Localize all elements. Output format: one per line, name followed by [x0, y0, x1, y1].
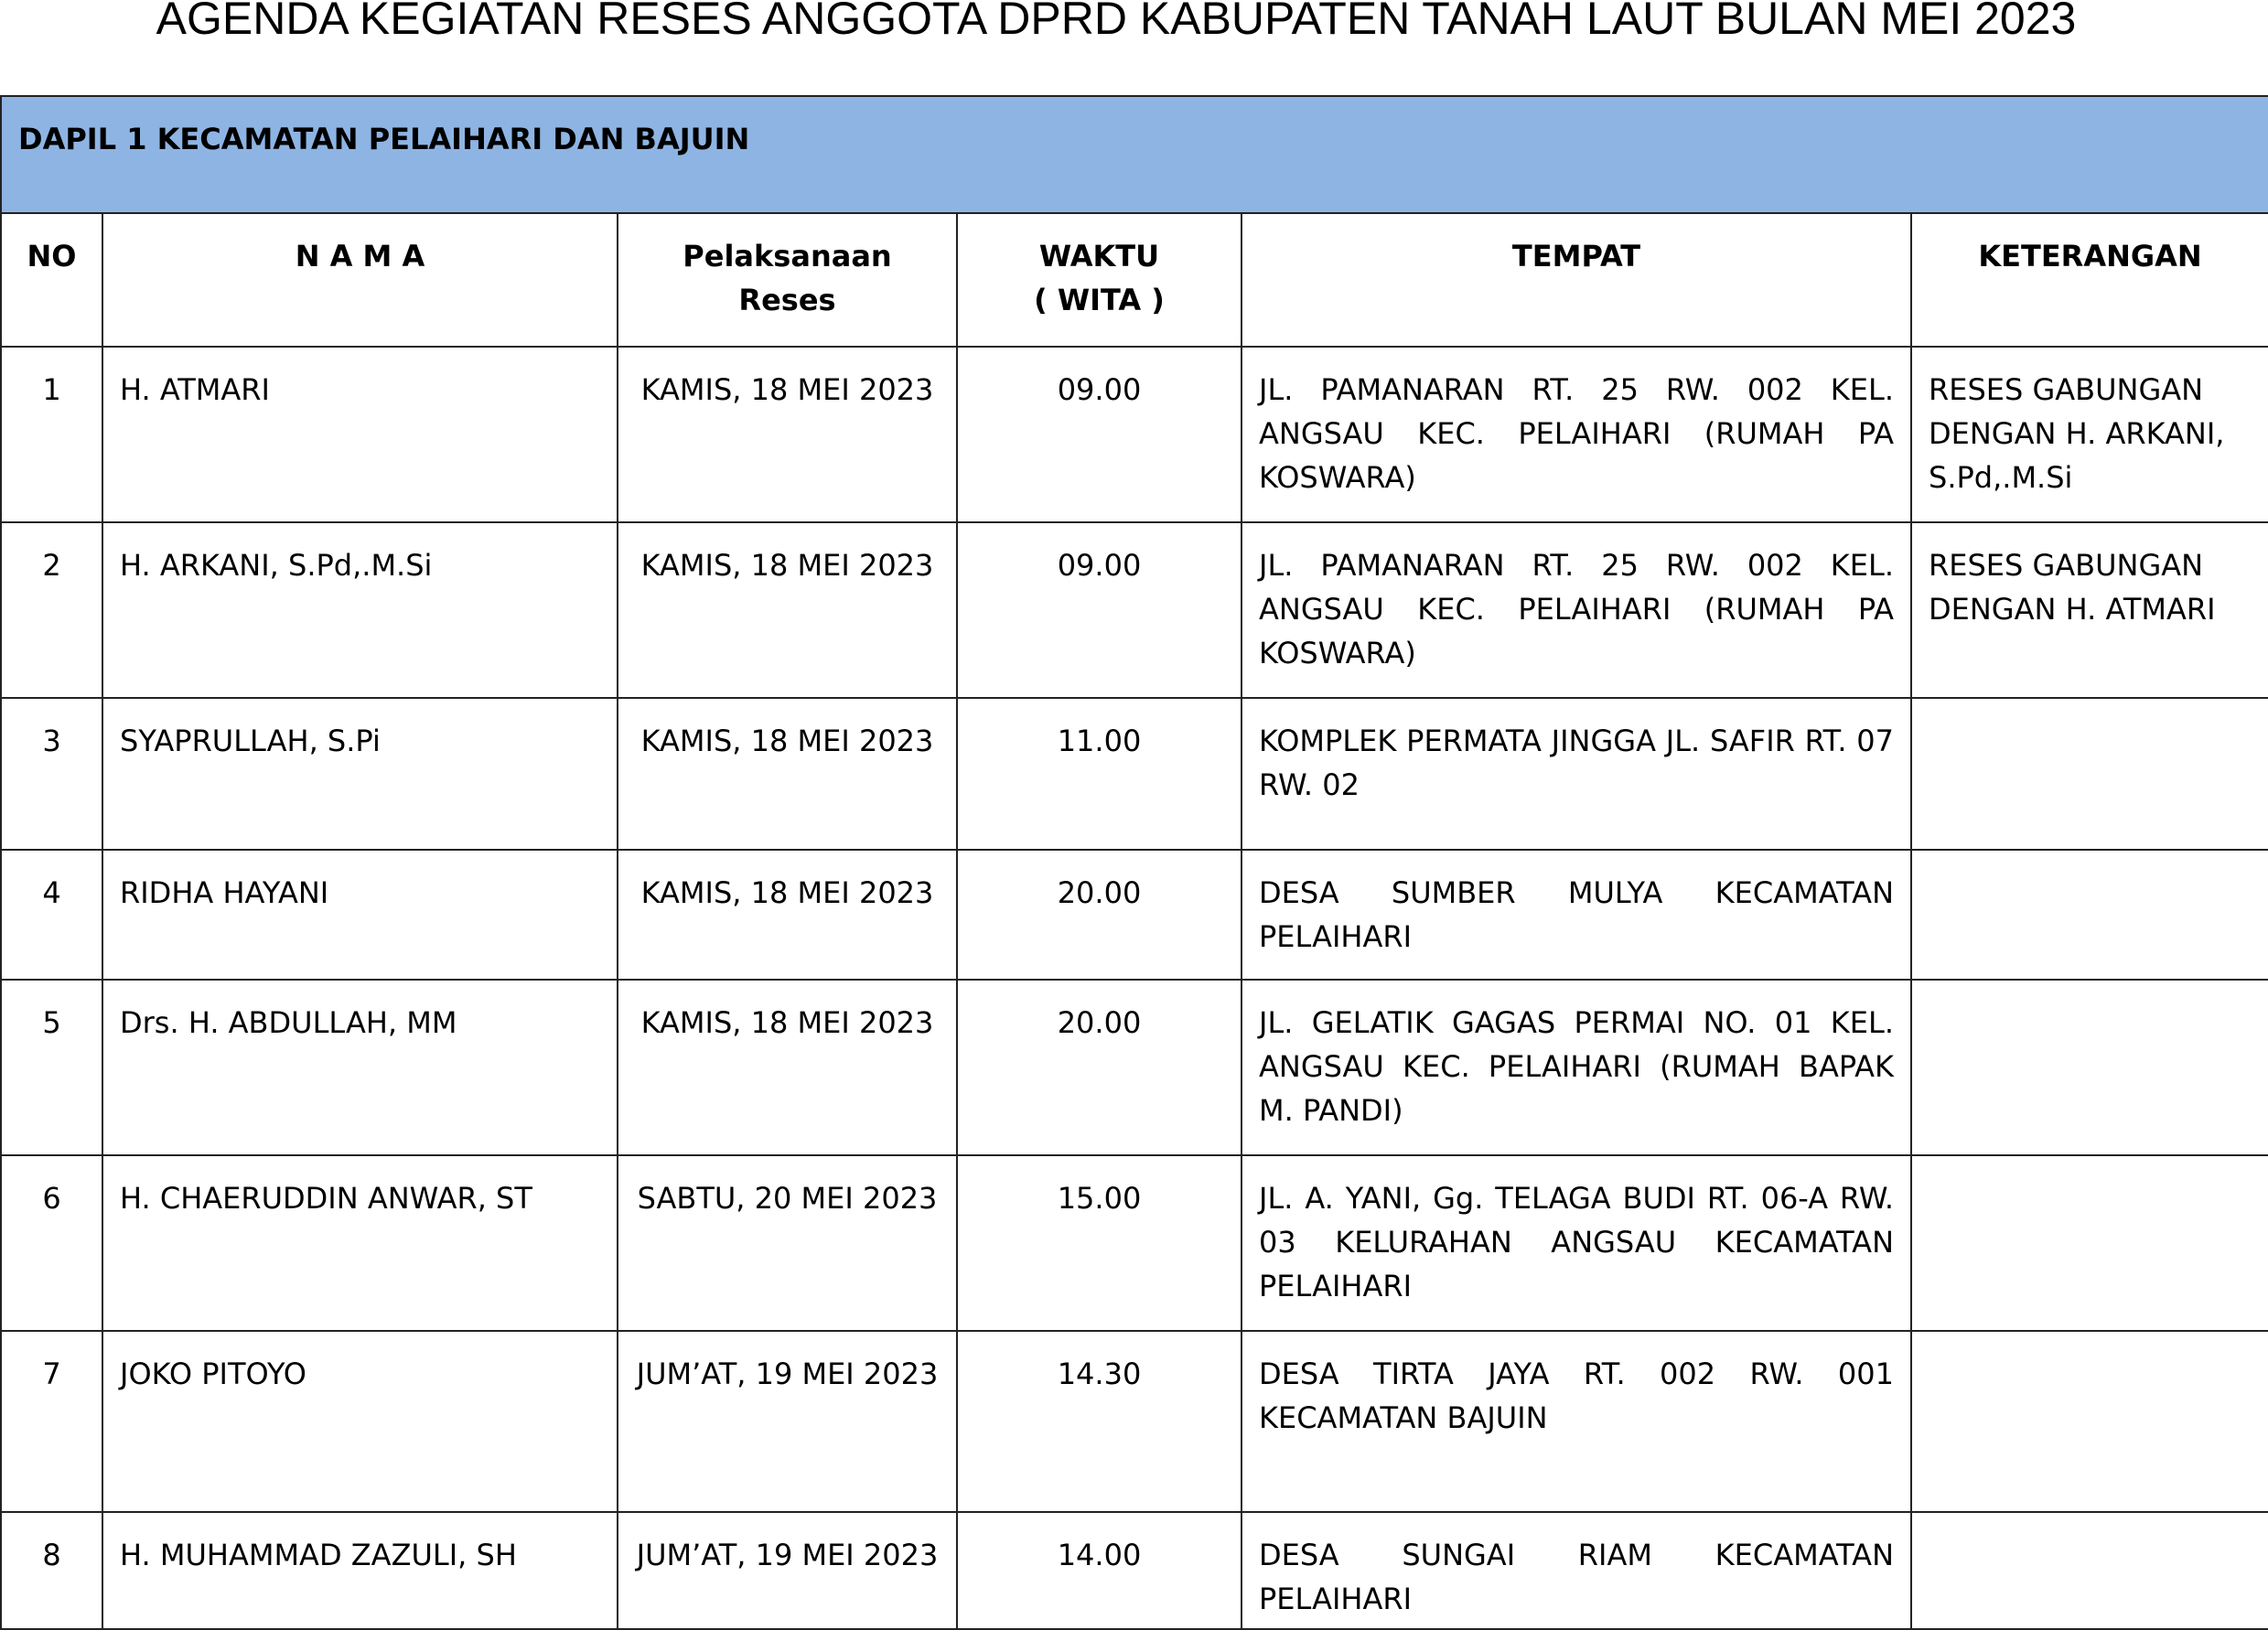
cell-tanggal: KAMIS, 18 MEI 2023 — [618, 698, 957, 850]
cell-nama: H. MUHAMMAD ZAZULI, SH — [102, 1512, 618, 1629]
cell-waktu: 14.30 — [957, 1331, 1241, 1512]
cell-keterangan — [1911, 1331, 2268, 1512]
cell-tempat: DESA SUMBER MULYA KECAMATAN PELAIHARI — [1241, 850, 1911, 980]
header-nama: N A M A — [102, 213, 618, 347]
header-no: NO — [1, 213, 102, 347]
cell-tanggal: KAMIS, 18 MEI 2023 — [618, 850, 957, 980]
cell-no: 5 — [1, 980, 102, 1155]
cell-nama: Drs. H. ABDULLAH, MM — [102, 980, 618, 1155]
header-tempat: TEMPAT — [1241, 213, 1911, 347]
cell-tempat: DESA SUNGAI RIAM KECAMATAN PELAIHARI — [1241, 1512, 1911, 1629]
cell-keterangan: RESES GABUNGAN DENGAN H. ATMARI — [1911, 522, 2268, 698]
cell-tanggal: KAMIS, 18 MEI 2023 — [618, 980, 957, 1155]
table-row — [1, 850, 2268, 980]
cell-tanggal: KAMIS, 18 MEI 2023 — [618, 347, 957, 522]
table-row — [1, 347, 2268, 522]
cell-keterangan: RESES GABUNGAN DENGAN H. ARKANI, S.Pd,.M.Si — [1911, 347, 2268, 522]
table-row — [1, 1155, 2268, 1331]
cell-waktu: 20.00 — [957, 980, 1241, 1155]
table-row — [1, 698, 2268, 850]
cell-keterangan — [1911, 1512, 2268, 1629]
cell-nama: H. CHAERUDDIN ANWAR, ST — [102, 1155, 618, 1331]
cell-keterangan — [1911, 1155, 2268, 1331]
cell-tanggal: SABTU, 20 MEI 2023 — [618, 1155, 957, 1331]
cell-tempat: JL. A. YANI, Gg. TELAGA BUDI RT. 06-A RW. 03 KELURAHAN ANGSAU KECAMATAN PELAIHARI — [1241, 1155, 1911, 1331]
agenda-table — [0, 95, 2268, 1630]
cell-no: 4 — [1, 850, 102, 980]
cell-no: 3 — [1, 698, 102, 850]
cell-keterangan — [1911, 698, 2268, 850]
cell-keterangan — [1911, 980, 2268, 1155]
cell-tempat: JL. PAMANARAN RT. 25 RW. 002 KEL. ANGSAU KEC. PELAIHARI (RUMAH PA KOSWARA) — [1241, 347, 1911, 522]
cell-waktu: 20.00 — [957, 850, 1241, 980]
table-row — [1, 980, 2268, 1155]
header-pelaksanaan: Pelaksanaan Reses — [618, 213, 957, 347]
cell-nama: H. ARKANI, S.Pd,.M.Si — [102, 522, 618, 698]
cell-no: 1 — [1, 347, 102, 522]
cell-tempat: KOMPLEK PERMATA JINGGA JL. SAFIR RT. 07 RW. 02 — [1241, 698, 1911, 850]
cell-tanggal: JUM’AT, 19 MEI 2023 — [618, 1512, 957, 1629]
table-row — [1, 1512, 2268, 1629]
cell-nama: RIDHA HAYANI — [102, 850, 618, 980]
header-waktu — [957, 213, 1241, 347]
cell-waktu: 15.00 — [957, 1155, 1241, 1331]
section-header-row — [1, 96, 2268, 213]
header-waktu-line2: ( WITA ) — [1034, 283, 1165, 317]
cell-nama: JOKO PITOYO — [102, 1331, 618, 1512]
header-keterangan: KETERANGAN — [1911, 213, 2268, 347]
column-header-row — [1, 213, 2268, 347]
cell-waktu: 09.00 — [957, 522, 1241, 698]
table-row — [1, 1331, 2268, 1512]
cell-nama: SYAPRULLAH, S.Pi — [102, 698, 618, 850]
cell-tempat: JL. GELATIK GAGAS PERMAI NO. 01 KEL. ANGSAU KEC. PELAIHARI (RUMAH BAPAK M. PANDI) — [1241, 980, 1911, 1155]
cell-waktu: 14.00 — [957, 1512, 1241, 1629]
cell-waktu: 09.00 — [957, 347, 1241, 522]
cell-no: 2 — [1, 522, 102, 698]
section-title: DAPIL 1 KECAMATAN PELAIHARI DAN BAJUIN — [1, 96, 2268, 213]
cell-tempat: DESA TIRTA JAYA RT. 002 RW. 001 KECAMATAN BAJUIN — [1241, 1331, 1911, 1512]
cell-no: 8 — [1, 1512, 102, 1629]
header-waktu-line1: WAKTU — [1038, 239, 1160, 273]
cell-no: 7 — [1, 1331, 102, 1512]
page-title: AGENDA KEGIATAN RESES ANGGOTA DPRD KABUPATEN TANAH LAUT BULAN MEI 2023 — [156, 0, 2077, 44]
cell-tanggal: JUM’AT, 19 MEI 2023 — [618, 1331, 957, 1512]
table-row — [1, 522, 2268, 698]
cell-tempat: JL. PAMANARAN RT. 25 RW. 002 KEL. ANGSAU KEC. PELAIHARI (RUMAH PA KOSWARA) — [1241, 522, 1911, 698]
cell-tanggal: KAMIS, 18 MEI 2023 — [618, 522, 957, 698]
cell-no: 6 — [1, 1155, 102, 1331]
cell-nama: H. ATMARI — [102, 347, 618, 522]
cell-waktu: 11.00 — [957, 698, 1241, 850]
cell-keterangan — [1911, 850, 2268, 980]
